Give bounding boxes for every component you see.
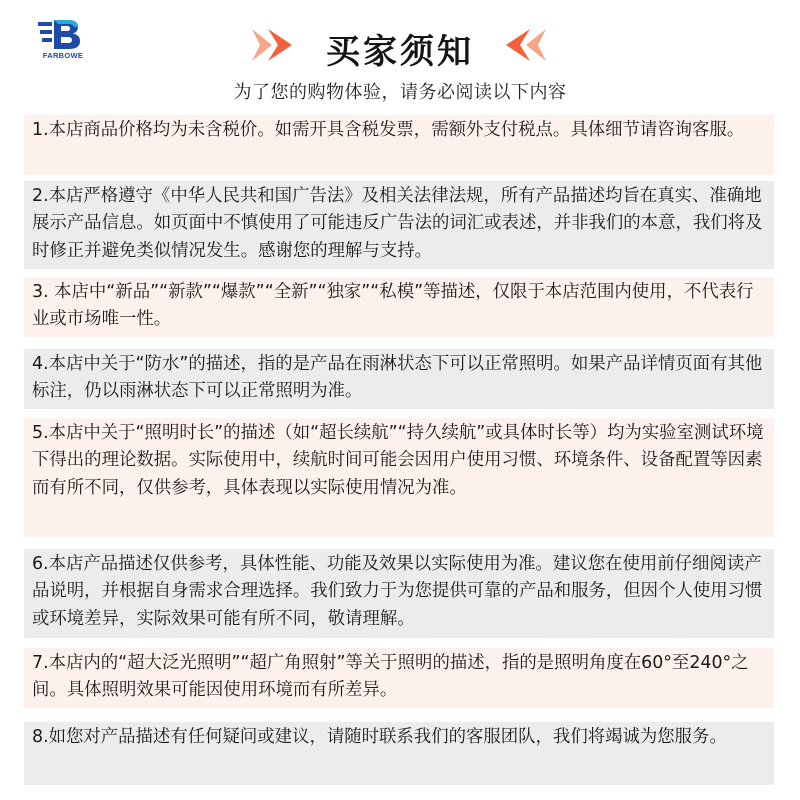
notice-item-8: 8.如您对产品描述有任何疑问或建议，请随时联系我们的客服团队，我们将竭诚为您服务。: [24, 722, 774, 785]
notice-item-6: 6.本店产品描述仅供参考，具体性能、功能及效果以实际使用为准。建议您在使用前仔细阅读产品说明，并根据自身需求合理选择。我们致力于为您提供可靠的产品和服务，但因个人使用习惯或环境差异，实际效果可能有所不同，敬请理解。: [24, 549, 774, 638]
notice-item-2: 2.本店严格遵守《中华人民共和国广告法》及相关法律法规，所有产品描述均旨在真实、准确地展示产品信息。如页面中不慎使用了可能违反广告法的词汇或表述，并非我们的本意，我们将及时修正并避免类似情况发生。感谢您的理解与支持。: [24, 181, 774, 269]
notice-item-1: 1.本店商品价格均为未含税价。如需开具含税发票，需额外支付税点。具体细节请咨询客服。: [24, 115, 774, 175]
notice-item-5: 5.本店中关于“照明时长”的描述（如“超长续航”“持久续航”或具体时长等）均为实验室测试环境下得出的理论数据。实际使用中，续航时间可能会因用户使用习惯、环境条件、设备配置等因素而有所不同，仅供参考，具体表现以实际使用情况为准。: [24, 418, 774, 537]
logo-wordmark: FARBOWE: [42, 51, 84, 60]
double-arrow-left-icon: [502, 28, 546, 62]
page-subtitle: 为了您的购物体验，请务必阅读以下内容: [233, 82, 567, 103]
page-title: 买家须知: [326, 32, 474, 72]
notice-item-4: 4.本店中关于“防水”的描述，指的是产品在雨淋状态下可以正常照明。如果产品详情页面有其他标注，仍以雨淋状态下可以正常照明为准。: [24, 349, 774, 409]
title-row: [0, 22, 800, 72]
notice-item-7: 7.本店内的“超大泛光照明”“超广角照射”等关于照明的描述，指的是照明角度在60°至240°之间。具体照明效果可能因使用环境而有所差异。: [24, 648, 774, 708]
notice-item-3: 3. 本店中“新品”“新款”“爆款”“全新”“独家”“私模”等描述，仅限于本店范围内使用，不代表行业或市场唯一性。: [24, 277, 774, 337]
